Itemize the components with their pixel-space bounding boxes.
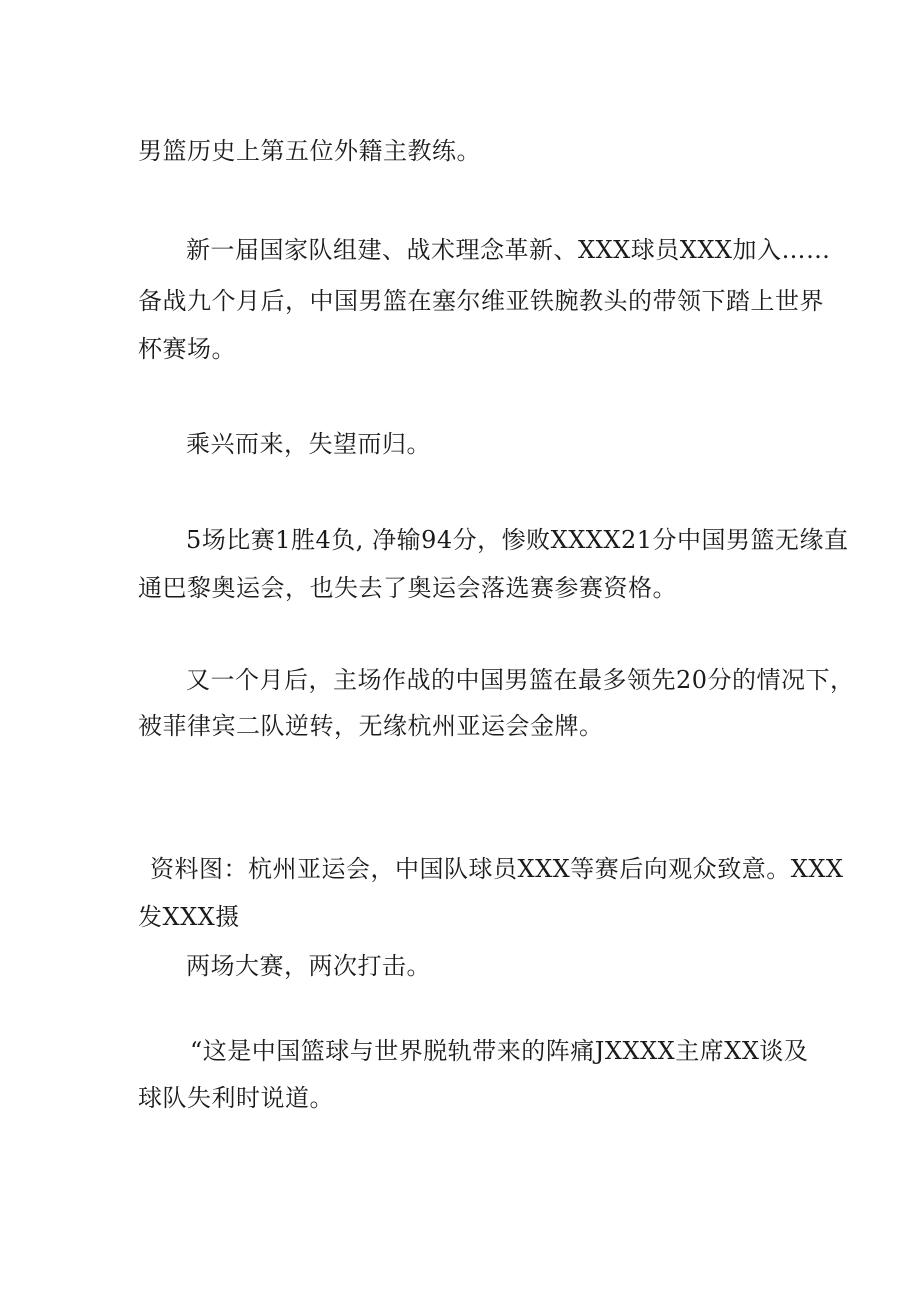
- caption-line-1: 资料图：杭州亚运会，中国队球员XXX等赛后向观众致意。XXX: [150, 855, 844, 883]
- paragraph-2-line-2: 备战九个月后，中国男篮在塞尔维亚铁腕教头的带领下踏上世界: [138, 287, 824, 315]
- paragraph-4-line-1: 5场比赛1胜4负, 净输94分，惨败XXXX21分中国男篮无缘直: [186, 526, 849, 554]
- quote-line-1: “这是中国篮球与世界脱轨带来的阵痛JXXXX主席XX谈及: [190, 1037, 809, 1065]
- paragraph-1-line-1: 男篮历史上第五位外籍主教练。: [138, 137, 481, 165]
- paragraph-5-line-2: 被菲律宾二队逆转，无缘杭州亚运会金牌。: [138, 712, 604, 740]
- paragraph-2-line-1: 新一届国家队组建、战术理念革新、XXX球员XXX加入……: [186, 236, 831, 264]
- paragraph-5-line-1: 又一个月后，主场作战的中国男篮在最多领先20分的情况下，: [186, 666, 855, 694]
- after-caption-line-1: 两场大赛，两次打击。: [186, 952, 431, 980]
- paragraph-3-line-1: 乘兴而来，失望而归。: [186, 430, 431, 458]
- caption-line-2: 发XXX摄: [138, 903, 240, 931]
- quote-line-2: 球队失利时说道。: [138, 1084, 334, 1112]
- paragraph-4-line-2: 通巴黎奥运会，也失去了奥运会落选赛参赛资格。: [138, 574, 677, 602]
- paragraph-2-line-3: 杯赛场。: [138, 335, 236, 363]
